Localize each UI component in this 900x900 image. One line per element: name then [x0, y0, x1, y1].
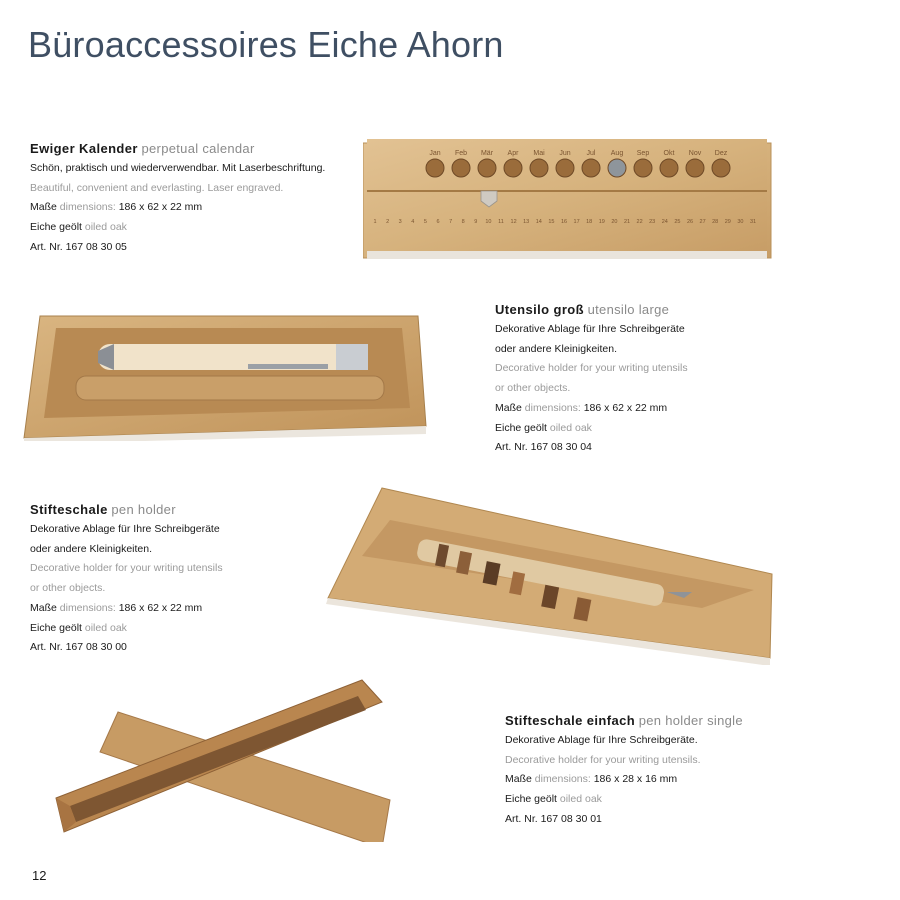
dimensions-label-en: dimensions: — [59, 601, 116, 614]
calendar-month-hole — [686, 159, 704, 177]
calendar-day-number: 18 — [586, 219, 593, 225]
calendar-day-number: 31 — [749, 219, 757, 225]
description-de: Dekorative Ablage für Ihre Schreibgeräte — [495, 323, 685, 335]
dimensions-value: 186 x 62 x 22 mm — [118, 601, 203, 614]
description-de: Dekorative Ablage für Ihre Schreibgeräte — [30, 523, 220, 535]
calendar-month-label: Mär — [480, 150, 494, 157]
calendar-month-label: Feb — [454, 150, 468, 157]
dimensions-value: 186 x 62 x 22 mm — [118, 201, 203, 214]
dimensions — [505, 770, 743, 790]
article-number-label: Art. Nr. — [495, 441, 528, 454]
article-number-value: 167 08 30 04 — [530, 441, 592, 454]
calendar-day-number: 8 — [461, 219, 465, 225]
penholder-photo — [322, 480, 782, 665]
product-name-en: pen holder — [111, 502, 176, 517]
calendar-day-number: 5 — [423, 219, 427, 225]
product-heading — [505, 711, 743, 731]
calendar-month-label: Jul — [586, 150, 596, 157]
product-name: Stifteschale — [30, 502, 108, 517]
product-name-en: pen holder single — [638, 713, 743, 728]
description-de: oder andere Kleinigkeiten. — [30, 542, 153, 555]
utensilo-photo — [18, 306, 428, 441]
calendar-month-label: Okt — [663, 150, 675, 157]
product-single-info — [505, 711, 743, 830]
calendar-month-label: Apr — [507, 150, 519, 157]
calendar-day-number: 11 — [498, 219, 504, 225]
calendar-day-number: 25 — [674, 219, 681, 225]
dimensions — [495, 399, 688, 419]
product-utensilo-info — [495, 300, 688, 458]
calendar-month-label: Dez — [714, 150, 728, 157]
calendar-day-number: 6 — [436, 219, 440, 225]
product-calendar-info — [30, 139, 325, 258]
dimensions — [30, 599, 223, 619]
calendar-month-label: Jan — [429, 150, 441, 157]
calendar-day-number: 14 — [535, 219, 542, 225]
article-number — [30, 238, 325, 258]
calendar-month-hole — [478, 159, 496, 177]
article-number — [495, 438, 688, 458]
calendar-day-number: 4 — [411, 219, 415, 225]
material-en: oiled oak — [84, 221, 127, 234]
article-number-value: 167 08 30 05 — [65, 240, 127, 253]
page-title: Büroaccessoires Eiche Ahorn — [28, 24, 504, 65]
calendar-day-number: 3 — [398, 219, 402, 225]
product-name: Stifteschale einfach — [505, 713, 636, 728]
calendar-day-number: 10 — [485, 219, 492, 225]
calendar-day-number: 24 — [661, 219, 668, 225]
dimensions-label-en: dimensions: — [59, 201, 116, 214]
material — [495, 419, 688, 439]
dimensions-value: 186 x 62 x 22 mm — [583, 401, 668, 414]
calendar-day-number: 16 — [560, 219, 568, 225]
calendar-day-number: 19 — [598, 219, 605, 225]
page-number: 12 — [32, 868, 47, 883]
calendar-day-number: 2 — [386, 219, 390, 225]
dimensions-label-de: Maße — [495, 401, 522, 414]
article-number-label: Art. Nr. — [30, 240, 63, 253]
article-number-value: 167 08 30 01 — [540, 812, 602, 825]
article-number-label: Art. Nr. — [30, 641, 63, 654]
dimensions-label-de: Maße — [505, 773, 532, 786]
calendar-day-number: 27 — [699, 219, 706, 225]
calendar-month-label: Mai — [533, 150, 545, 157]
calendar-month-label: Sep — [636, 150, 650, 157]
penholder-single-photo — [40, 672, 420, 842]
product-heading — [30, 500, 223, 520]
description-en: Decorative holder for your writing utensils — [495, 362, 688, 375]
calendar-month-hole — [452, 159, 470, 177]
calendar-day-number: 13 — [523, 219, 530, 225]
dimensions-label-en: dimensions: — [524, 401, 581, 414]
calendar-day-number: 1 — [373, 219, 377, 225]
dimensions-value: 186 x 28 x 16 mm — [593, 773, 678, 786]
product-heading — [30, 139, 325, 159]
calendar-day-number: 21 — [623, 219, 631, 225]
description-en: or other objects. — [30, 582, 106, 595]
calendar-month-hole — [556, 159, 574, 177]
calendar-day-number: 20 — [611, 219, 618, 225]
calendar-day-number: 22 — [636, 219, 643, 225]
dimensions — [30, 198, 325, 218]
material — [30, 619, 223, 639]
calendar-month-hole — [634, 159, 652, 177]
calendar-day-number: 7 — [449, 219, 453, 225]
calendar-day-number: 17 — [573, 219, 580, 225]
material-en: oiled oak — [559, 793, 602, 806]
calendar-month-hole — [660, 159, 678, 177]
calendar-day-number: 12 — [510, 219, 517, 225]
calendar-day-number: 9 — [474, 219, 478, 225]
calendar-month-hole — [504, 159, 522, 177]
product-name: Utensilo groß — [495, 302, 584, 317]
calendar-day-number: 30 — [737, 219, 744, 225]
material — [30, 218, 325, 238]
material-en: oiled oak — [84, 621, 127, 634]
calendar-month-label: Nov — [688, 150, 702, 157]
material-de: Eiche geölt — [505, 793, 557, 806]
material-en: oiled oak — [549, 421, 592, 434]
calendar-day-number: 28 — [712, 219, 719, 225]
calendar-month-hole — [530, 159, 548, 177]
dimensions-label-de: Maße — [30, 601, 57, 614]
product-heading — [495, 300, 688, 320]
dimensions-label-de: Maße — [30, 201, 57, 214]
description-de: Dekorative Ablage für Ihre Schreibgeräte. — [505, 734, 698, 746]
calendar-month-hole — [712, 159, 730, 177]
calendar-month-label: Jun — [559, 150, 571, 157]
product-name-en: utensilo large — [587, 302, 670, 317]
description-de: oder andere Kleinigkeiten. — [495, 342, 618, 355]
article-number — [505, 810, 743, 830]
description-en: Decorative holder for your writing utensils. — [505, 753, 701, 766]
description-en: Decorative holder for your writing utensils — [30, 562, 223, 575]
article-number — [30, 638, 223, 658]
product-name-en: perpetual calendar — [141, 141, 255, 156]
product-name: Ewiger Kalender — [30, 141, 138, 156]
material-de: Eiche geölt — [30, 221, 82, 234]
calendar-day-number: 23 — [649, 219, 656, 225]
material-de: Eiche geölt — [495, 421, 547, 434]
material-de: Eiche geölt — [30, 621, 82, 634]
description-de: Schön, praktisch und wiederverwendbar. Mit Laserbeschriftung. — [30, 162, 326, 174]
calendar-month-marker — [608, 159, 626, 177]
calendar-month-label: Aug — [610, 150, 624, 157]
calendar-month-hole — [426, 159, 444, 177]
dimensions-label-en: dimensions: — [534, 773, 591, 786]
calendar-day-number: 29 — [724, 219, 731, 225]
description-en: or other objects. — [495, 382, 571, 395]
calendar-month-hole — [582, 159, 600, 177]
calendar-day-number: 26 — [686, 219, 694, 225]
calendar-day-number: 15 — [548, 219, 555, 225]
description-en: Beautiful, convenient and everlasting. Laser engraved. — [30, 181, 284, 194]
material — [505, 790, 743, 810]
article-number-label: Art. Nr. — [505, 812, 538, 825]
article-number-value: 167 08 30 00 — [65, 641, 127, 654]
calendar-photo — [363, 135, 773, 265]
product-penholder-info — [30, 500, 223, 658]
